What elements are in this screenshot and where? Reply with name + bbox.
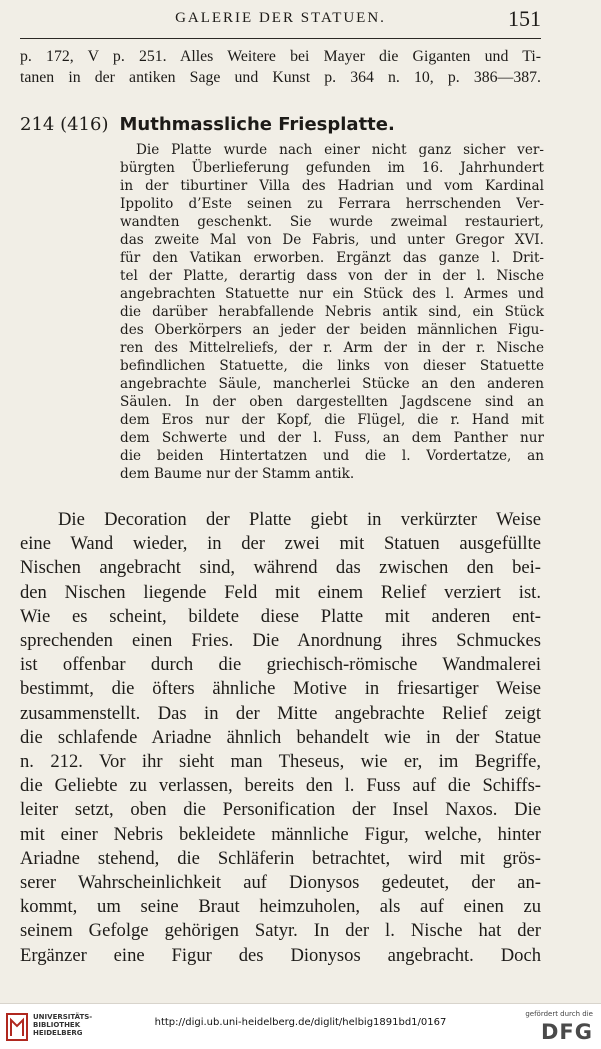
text-line: angebrachte Säule, mancherlei Stücke an den anderen: [120, 376, 544, 392]
text-line: wandten geschenkt. Sie wurde zweimal restauriert,: [120, 214, 544, 230]
text-line: tanen in der antiken Sage und Kunst p. 364 n. 10, p. 386—387.: [20, 69, 541, 86]
text-line: Nischen angebracht sind, während das zwischen den bei-: [20, 557, 541, 579]
text-line: Ergänzer eine Figur des Dionysos angebracht. Doch: [20, 944, 541, 966]
page-header: [20, 6, 541, 34]
text-line: den Nischen liegende Feld mit einem Relief verziert ist.: [20, 581, 541, 603]
text-line: für den Vatikan erworben. Ergänzt das ganze l. Drit-: [120, 250, 544, 266]
text-line: die schlafende Ariadne ähnlich behandelt wie in der Statue: [20, 726, 541, 748]
text-line: sprechenden einen Fries. Die Anordnung ihres Schmuckes: [20, 630, 541, 652]
text-line: eine Wand wieder, in der zwei mit Statuen ausgefüllte: [20, 533, 541, 555]
text-line: kommt, um seine Braut heimzuholen, als auf einen zu: [20, 896, 541, 918]
text-line: befindlichen Statuette, die links von dieser Statuette: [120, 358, 544, 374]
entry-number: 214 (416): [20, 114, 109, 135]
text-line: Die Platte wurde nach einer nicht ganz sicher ver-: [136, 142, 544, 158]
text-line: die darüber herabfallende Nebris antik sind, ein Stück: [120, 304, 544, 320]
library-line: UNIVERSITÄTS-: [33, 1013, 93, 1021]
body-paragraph: [20, 508, 541, 968]
permalink[interactable]: http://digi.ub.uni-heidelberg.de/diglit/helbig1891bd1/0167: [154, 1017, 447, 1028]
text-line: Säulen. In der oben dargestellten Jagdscene sind an: [120, 394, 544, 410]
text-line: leiter setzt, oben die Personification der Insel Naxos. Die: [20, 799, 541, 821]
text-line: mit einer Nebris bekleidete männliche Figur, welche, hinter: [20, 823, 541, 845]
text-line: des Oberkörpers an jeder der beiden männlichen Figu-: [120, 322, 544, 338]
text-line: dem Eros nur der Kopf, die Flügel, die r. Hand mit: [120, 412, 544, 428]
funding-caption: gefördert durch die: [525, 1010, 593, 1018]
text-line: das zweite Mal von De Fabris, und unter Gregor XVI.: [120, 232, 544, 248]
entry-description: [120, 141, 544, 483]
text-line: zusammenstellt. Das in der Mitte angebrachte Relief zeigt: [20, 702, 541, 724]
entry-heading: [20, 113, 541, 141]
text-line: Ippolito d’Este seinen zu Ferrara herrschenden Ver-: [120, 196, 544, 212]
reference-paragraph: [20, 46, 541, 88]
dfg-logo: DFG: [540, 1020, 593, 1044]
library-line: BIBLIOTHEK: [33, 1021, 81, 1029]
text-line: n. 212. Vor ihr sieht man Theseus, wie er, im Begriffe,: [20, 751, 541, 773]
text-line: angebrachten Statuette nur ein Stück des l. Armes und: [120, 286, 544, 302]
text-line: tel der Platte, derartig dass von der in der l. Nische: [120, 268, 544, 284]
digitization-footer: [0, 1003, 601, 1049]
text-line: dem Schwerte und der l. Fuss, an dem Panther nur: [120, 430, 544, 446]
text-line: p. 172, V p. 251. Alles Weitere bei Mayer die Giganten und Ti-: [20, 48, 541, 65]
entry-title: Muthmassliche Friesplatte.: [119, 114, 395, 135]
text-line: die Geliebte zu verlassen, bereits den l. Fuss auf die Schiffs-: [20, 775, 541, 797]
text-line: Die Decoration der Platte giebt in verkürzter Weise: [58, 509, 541, 530]
library-line: HEIDELBERG: [33, 1029, 83, 1037]
text-line: ren des Mittelreliefs, der r. Arm der in der r. Nische: [120, 340, 544, 356]
text-line: seinem Gefolge gehörigen Satyr. In der l. Nische hat der: [20, 920, 541, 942]
text-line: Wie es scheint, bildete diese Platte mit anderen ent-: [20, 605, 541, 627]
text-line: ist offenbar durch die griechisch-römische Wandmalerei: [20, 654, 541, 676]
running-head: GALERIE DER STATUEN.: [175, 10, 386, 26]
text-line: bestimmt, die öfters ähnliche Motive in friesartiger Weise: [20, 678, 541, 700]
text-line: serer Wahrscheinlichkeit auf Dionysos gedeutet, der an-: [20, 872, 541, 894]
text-line: bürgten Überlieferung gefunden im 16. Jahrhundert: [120, 160, 544, 176]
text-line: Ariadne stehend, die Schläferin betrachtet, wird mit grös-: [20, 847, 541, 869]
text-line: dem Baume nur der Stamm antik.: [120, 466, 355, 482]
header-rule: [20, 38, 541, 39]
page-number: 151: [508, 6, 541, 31]
text-line: die beiden Hintertatzen und die l. Vordertatze, an: [120, 448, 544, 464]
text-line: in der tiburtiner Villa des Hadrian und vom Kardinal: [120, 178, 544, 194]
